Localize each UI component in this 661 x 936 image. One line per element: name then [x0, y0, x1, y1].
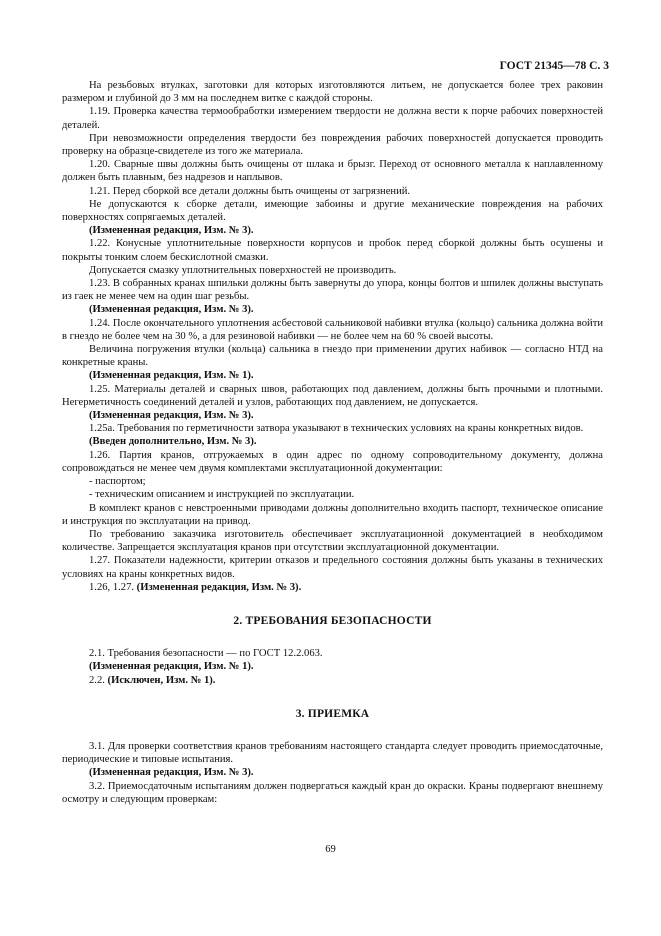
paragraph: 2.1. Требования безопасности — по ГОСТ 12.2.063.: [89, 648, 323, 660]
paragraph: 3.1. Для проверки соответствия кранов требованиям настоящего стандарта следует проводить приемосдаточные, периодические и типовые испытания.: [62, 740, 603, 766]
paragraph: 1.19. Проверка качества термообработки измерением твердости не должна вести к порче рабочих поверхностей деталей.: [62, 106, 603, 131]
paragraph: 1.24. После окончательного уплотнения асбестовой сальниковой набивки втулка (кольцо) сальника должна войти в гнездо не более чем на 30 %, а для резиновой набивки — не более чем на 60 % своей высоты.: [62, 317, 603, 342]
paragraph: 3.2. Приемосдаточным испытаниям должен подвергаться каждый кран до окраски. Краны подвергают внешнему осмотру и следующим проверкам:: [62, 780, 603, 805]
amendment-note: (Измененная редакция, Изм. № 3).: [89, 410, 254, 422]
amendment-note: (Измененная редакция, Изм. № 3).: [89, 304, 254, 316]
section-heading: 2. ТРЕБОВАНИЯ БЕЗОПАСНОСТИ: [233, 614, 432, 627]
paragraph: 1.22. Конусные уплотнительные поверхности корпусов и пробок перед сборкой должны быть осушены и покрыты тонким слоем бескислотной смазки.: [62, 238, 603, 263]
clause-ref: 2.2.: [89, 674, 108, 686]
paragraph: 1.25а. Требования по герметичности затвора указывают в технических условиях на краны конкретных видов.: [89, 423, 584, 435]
paragraph: 1.26. Партия кранов, отгружаемых в один адрес по одному сопроводительному документу, должна сопровождаться не менее чем двумя комплектами эксплуатационной документации:: [62, 449, 603, 474]
page-number: 69: [325, 844, 336, 855]
paragraph: Не допускаются к сборке детали, имеющие забоины и другие механические повреждения на рабочих поверхностях сопрягаемых деталей.: [62, 198, 603, 224]
page-header: ГОСТ 21345—78 С. 3: [499, 60, 609, 72]
amendment-note: (Измененная редакция, Изм. № 1).: [89, 661, 254, 673]
paragraph: По требованию заказчика изготовитель обеспечивает эксплуатационной документацией в необходимом количестве. Запрещается эксплуатация кранов при отсутствии эксплуатационной документации.: [62, 528, 603, 554]
paragraph: 1.20. Сварные швы должны быть очищены от шлака и брызг. Переход от основного металла к наплавленному должен быть плавным, без надрезов и наплывов.: [62, 159, 603, 184]
amendment-text: (Исключен, Изм. № 1).: [107, 674, 216, 686]
amendment-note: (Измененная редакция, Изм. № 1).: [89, 370, 254, 382]
document-body: [62, 79, 603, 806]
amendment-note: (Измененная редакция, Изм. № 3).: [89, 767, 254, 779]
clause-ref: 1.26, 1.27.: [89, 581, 137, 593]
paragraph: В комплект кранов с невстроенными приводами должны дополнительно входить паспорт, техническое описание и инструкция по эксплуатации на привод.: [62, 502, 603, 527]
paragraph: 1.25. Материалы деталей и сварных швов, работающих под давлением, должны быть прочными и плотными. Негерметичность соединений деталей и узлов, работающих под давлением, не допускается.: [62, 383, 603, 408]
amendment-note: (Измененная редакция, Изм. № 3).: [89, 225, 254, 237]
amendment-note: (Введен дополнительно, Изм. № 3).: [89, 436, 257, 448]
paragraph: - паспортом;: [89, 476, 146, 488]
paragraph: Величина погружения втулки (кольца) сальника в гнездо при применении других набивок — согласно НТД на конкретные краны.: [62, 344, 603, 369]
paragraph: - техническим описанием и инструкцией по эксплуатации.: [89, 489, 355, 501]
paragraph: 1.21. Перед сборкой все детали должны быть очищены от загрязнений.: [89, 185, 411, 197]
paragraph: 1.27. Показатели надежности, критерии отказов и предельного состояния должны быть указаны в технических условиях на краны конкретных видов.: [62, 555, 603, 580]
paragraph: 1.23. В собранных кранах шпильки должны быть завернуты до упора, концы болтов и шпилек должны выступать из гаек не менее чем на один шаг резьбы.: [62, 278, 603, 303]
amendment-note: [62, 581, 603, 594]
amendment-note: [62, 674, 603, 687]
amendment-text: (Измененная редакция, Изм. № 3).: [136, 581, 302, 593]
paragraph: При невозможности определения твердости без повреждения рабочих поверхностей допускается проводить проверку на образце-свидетеле из того же материала.: [62, 132, 603, 158]
paragraph: На резьбовых втулках, заготовки для которых изготовляются литьем, не допускается более трех раковин размером и глубиной до 3 мм на последнем витке с каждой стороны.: [62, 80, 603, 105]
paragraph: Допускается смазку уплотнительных поверхностей не производить.: [89, 264, 397, 276]
section-heading: 3. ПРИЕМКА: [295, 707, 370, 720]
